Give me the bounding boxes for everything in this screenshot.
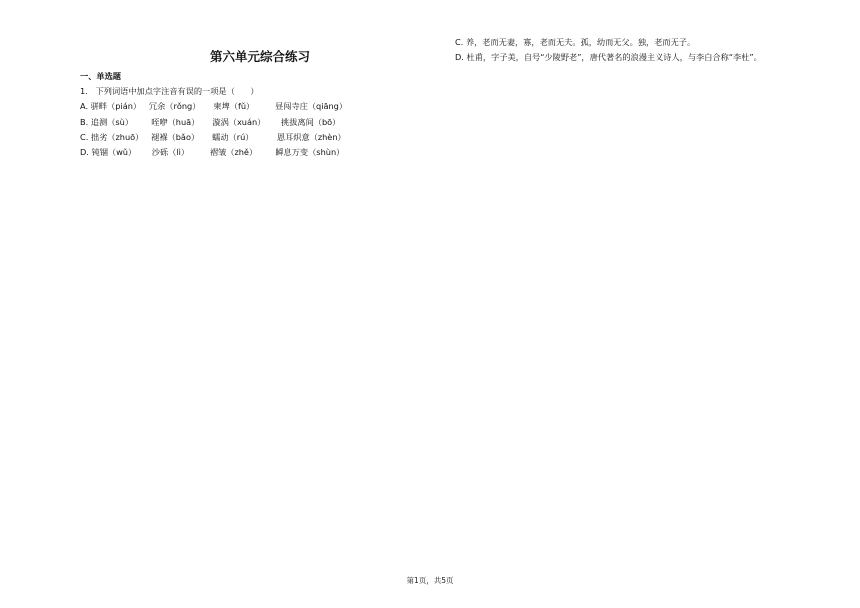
right-column [455, 38, 800, 68]
left-column [80, 38, 440, 163]
text-line: A. 骈畔（pián） 冗余（rǒng） 柬埤（fǔ） 昼闯寺庄（qiāng） [80, 102, 348, 112]
text-line: D. 钝锢（wǔ） 沙砾（lì） 褶皱（zhě） 瞬息万变（shùn） [80, 147, 345, 157]
right-content [455, 38, 800, 68]
page-title: 第六单元综合练习 [209, 49, 310, 64]
text-line: B. 追测（sù） 咥咿（huā） 漩涡（xuán） 挑拔离间（bō） [80, 117, 341, 127]
left-content [80, 72, 440, 163]
text-line: C. 拙劣（zhuō） 褪褓（bǎo） 蠕动（rú） 恩耳炽意（zhèn） [80, 132, 346, 142]
section-heading: 一、单选题 [80, 72, 121, 81]
text-line: D. 杜甫，字子美，自号“少陵野老”，唐代著名的浪漫主义诗人，与李白合称“李杜”。 [455, 53, 762, 63]
page-footer: 第1页，共5页 [406, 576, 454, 585]
text-line: 1. 下列词语中加点字注音有误的一项是（ ） [80, 87, 259, 97]
text-line: C. 养，老而无妻，寡，老而无夫。孤，幼而无父。独，老而无子。 [455, 38, 696, 47]
